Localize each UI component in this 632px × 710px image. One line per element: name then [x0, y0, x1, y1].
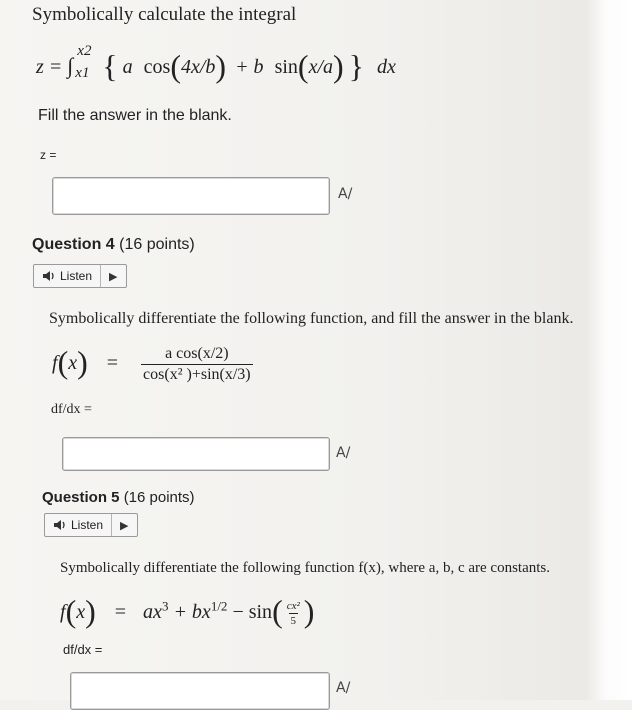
q5-listen-button[interactable]	[44, 513, 138, 537]
q4-listen-label: Listen	[60, 269, 93, 283]
q4-variable: x	[68, 352, 78, 374]
q5-heading: Question 5 (16 points)	[42, 489, 195, 506]
speaker-icon	[42, 270, 56, 282]
q3-sin: sin	[274, 56, 298, 78]
q5-exp1: 3	[161, 598, 169, 614]
q4-answer-label: df/dx =	[51, 402, 92, 417]
q5-instruction: Symbolically differentiate the following function f(x), where a, b, c are constants.	[60, 560, 550, 576]
q3-lhs: z =	[36, 56, 63, 78]
q3-open-brace: {	[102, 48, 118, 84]
spellcheck-icon[interactable]: A/	[336, 680, 351, 696]
q5-answer-label: df/dx =	[63, 642, 103, 657]
q4-listen-button[interactable]	[33, 264, 127, 288]
q4-instruction: Symbolically differentiate the following function, and fill the answer in the blank.	[49, 310, 574, 327]
q3-dx: dx	[377, 56, 396, 78]
q4-denominator: cos(x² )+sin(x/3)	[143, 365, 251, 383]
q5-minus-sin: − sin	[227, 601, 273, 623]
q5-listen-label: Listen	[71, 518, 104, 532]
q5-variable: x	[76, 601, 86, 623]
q4-function-name: f	[52, 352, 58, 374]
play-icon[interactable]: ▶	[109, 270, 118, 283]
q4-fraction	[141, 345, 253, 384]
q3-sin-arg: x/a	[308, 56, 333, 78]
q3-integral-sign: ∫ x2 x1	[67, 43, 92, 81]
q4-equals: =	[106, 352, 119, 374]
q4-function-equation: f(x) = $\frac{\text{a cos(x/2)}}{\text{cos(x² )+sin(x/3)}}$	[52, 344, 251, 383]
q4-answer-input[interactable]	[62, 437, 330, 471]
q4-heading: Question 4 (16 points)	[32, 236, 195, 253]
spellcheck-icon[interactable]: A/	[336, 445, 351, 461]
q5-term2: + bx	[168, 601, 211, 623]
q3-lower-limit: x1	[75, 65, 90, 81]
q5-frac-num: cx²	[286, 599, 300, 612]
q5-function-name: f	[60, 601, 66, 623]
q3-term-a: a	[122, 56, 133, 78]
q3-answer-input[interactable]	[52, 177, 330, 215]
q5-answer-input[interactable]	[70, 672, 330, 710]
q5-frac-den: 5	[290, 614, 296, 627]
q3-upper-limit: x2	[77, 43, 92, 59]
q3-cos: cos	[143, 56, 171, 78]
q5-function-equation: $f(x) = ax^3 + bx^{1/2} - \sin$( $\frac{\text{cx²}}{5}$ )	[60, 593, 315, 629]
page-edge-glare	[586, 0, 632, 700]
q3-close-brace: }	[348, 48, 365, 84]
q3-instruction: Symbolically calculate the integral	[32, 4, 297, 25]
speaker-icon	[53, 519, 67, 531]
q3-plus-b: + b	[235, 56, 264, 78]
q3-integral-equation: z = ∫ x2 x1 { a cos(4x/b) + b sin(x/a) } dx	[36, 43, 396, 84]
q3-cos-arg: 4x/b	[180, 56, 216, 78]
spellcheck-icon[interactable]: A/	[338, 186, 353, 202]
q3-fill-prompt: Fill the answer in the blank.	[38, 107, 232, 124]
q5-term1: ax	[143, 601, 162, 623]
play-icon[interactable]: ▶	[120, 519, 129, 532]
q5-sin-fraction	[285, 600, 302, 627]
q5-equals: =	[114, 601, 127, 623]
q3-answer-label: z =	[40, 148, 57, 162]
q4-numerator: a cos(x/2)	[165, 344, 229, 362]
q5-exp2: 1/2	[210, 598, 228, 614]
